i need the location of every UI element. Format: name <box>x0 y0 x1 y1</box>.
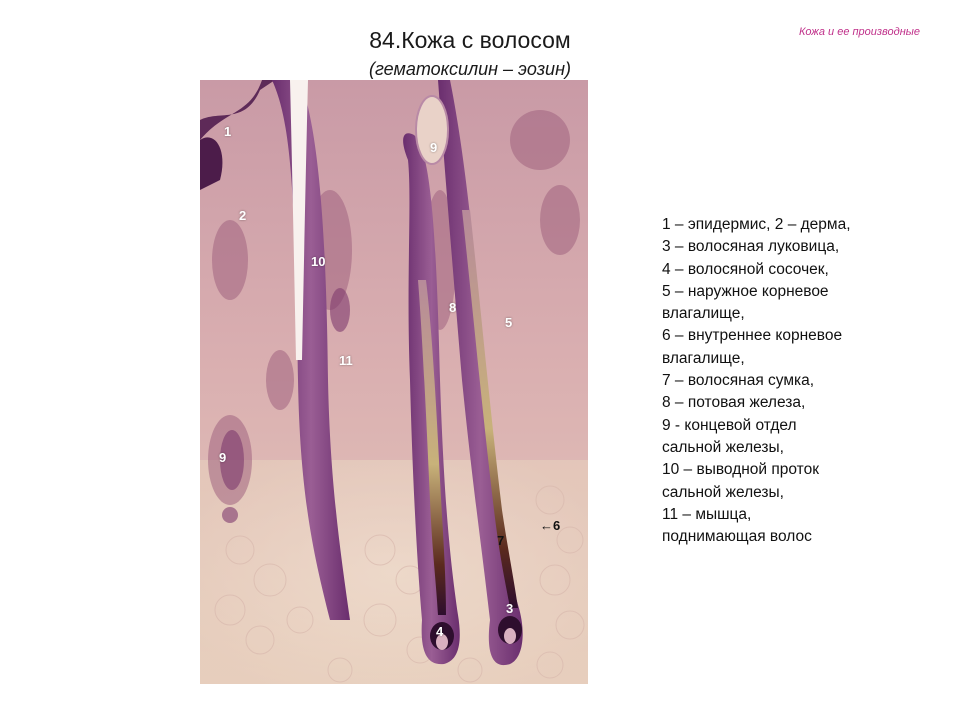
histology-micrograph <box>200 80 588 684</box>
legend-line: влагалище, <box>662 305 745 323</box>
legend-line: 3 – волосяная луковица, <box>662 238 840 256</box>
legend-line: влагалище, <box>662 349 745 367</box>
label-sebaceous-gland-top: 9 <box>430 140 438 155</box>
legend-line: 5 – наружное корневое <box>662 282 829 300</box>
legend-line: 4 – волосяной сосочек, <box>662 260 829 278</box>
legend-line: 11 – мышца, <box>662 505 752 523</box>
legend-line: 6 – внутреннее корневое <box>662 327 843 345</box>
label-outer-root-sheath: 5 <box>505 315 513 330</box>
legend-line: поднимающая волос <box>662 528 812 546</box>
legend-line: 9 - концевой отдел <box>662 416 797 434</box>
label-inner-root-sheath: ←6 <box>540 518 561 533</box>
legend-line: 8 – потовая железа, <box>662 394 806 412</box>
legend-line: сальной железы, <box>662 438 784 456</box>
legend-line: 1 – эпидермис, 2 – дерма, <box>662 216 851 233</box>
legend-line: 10 – выводной проток <box>662 461 819 479</box>
section-label: Кожа и ее производные <box>798 26 920 38</box>
label-epidermis: 1 <box>224 124 232 139</box>
micrograph-illustration <box>200 80 588 684</box>
label-dermis: 2 <box>239 208 247 223</box>
label-sebaceous-gland-left: 9 <box>219 450 227 465</box>
label-arrector-muscle: 11 <box>339 353 353 368</box>
label-hair-papilla: 4 <box>436 624 444 639</box>
label-sweat-gland: 8 <box>449 300 457 315</box>
slide-title: 84.Кожа с волосом <box>369 27 571 53</box>
label-sebaceous-duct: 10 <box>311 254 326 269</box>
legend-list <box>662 214 922 548</box>
label-hair-follicle-sac: 7 <box>497 533 505 548</box>
legend-line: сальной железы, <box>662 483 784 501</box>
slide-subtitle: (гематоксилин – эозин) <box>369 59 571 79</box>
label-hair-bulb: 3 <box>506 601 514 616</box>
legend-line: 7 – волосяная сумка, <box>662 372 815 390</box>
